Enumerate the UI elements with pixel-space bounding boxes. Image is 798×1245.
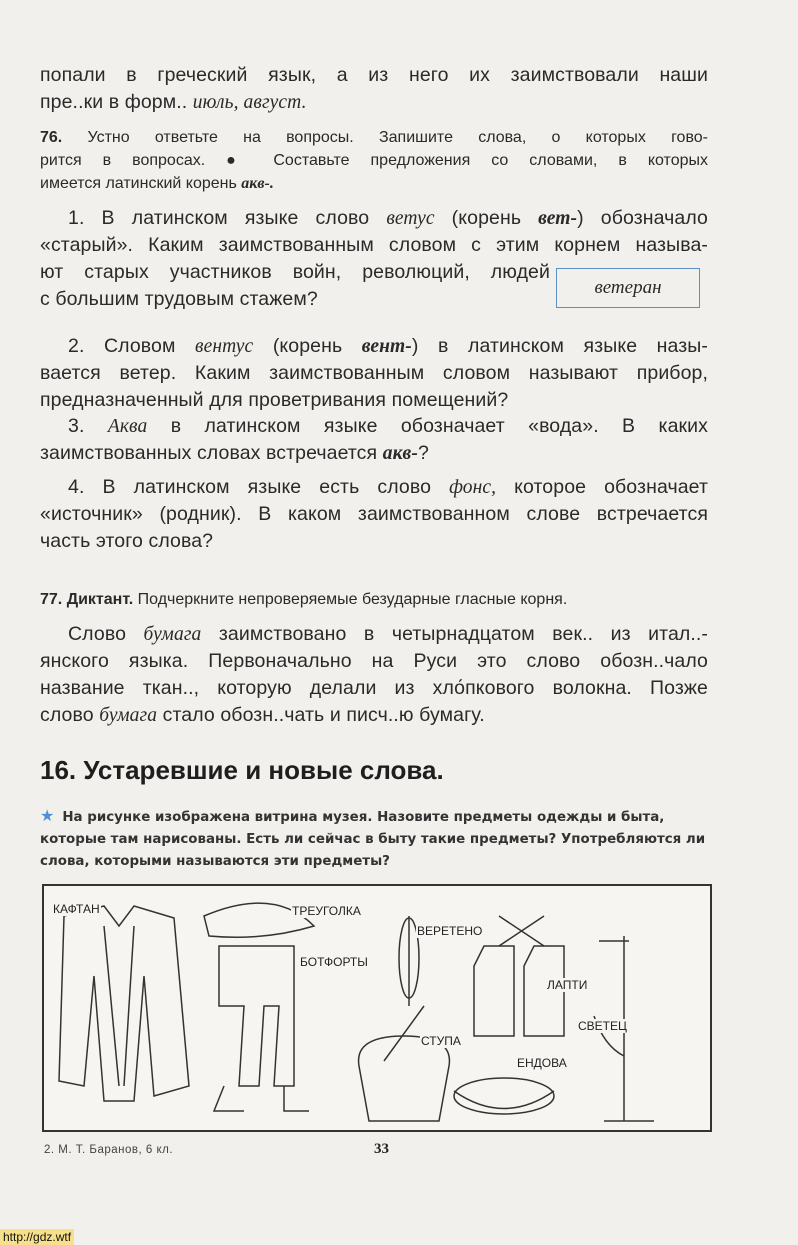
- text-line: [40, 648, 708, 675]
- text-segment: акв-: [382, 443, 418, 464]
- text-segment: ют старых участников войн, революций, людей: [40, 261, 550, 283]
- text-segment: 4. В латинском языке есть слово: [68, 476, 450, 498]
- text-line: [40, 126, 708, 149]
- text-line: [40, 259, 550, 286]
- intro-paragraph: [40, 62, 708, 116]
- text-segment: ) в латинском языке назы-: [411, 335, 708, 357]
- text-segment: рится в вопросах. ● Составьте предложения со словами, в которых: [40, 152, 708, 169]
- text-segment: «старый». Каким заимствованным словом с этим корнем называ-: [40, 234, 708, 256]
- text-segment: ?: [417, 442, 429, 464]
- text-line: [40, 62, 708, 89]
- question-3: [40, 413, 708, 467]
- text-line: [40, 413, 708, 440]
- text-segment: Подчеркните непроверяемые безударные гласные корня.: [133, 591, 568, 608]
- text-line: [40, 89, 708, 116]
- exercise-77-instructions: [40, 588, 708, 611]
- museum-showcase-illustration: [42, 884, 712, 1132]
- text-segment: пре..ки в форм..: [40, 91, 193, 113]
- text-segment: предназначенный для проветривания помещений?: [40, 389, 509, 411]
- text-line: [40, 621, 708, 648]
- text-segment: 1. В латинском языке слово: [68, 207, 387, 229]
- text-segment: вентус: [195, 336, 254, 357]
- label-svetets: СВЕТЕЦ: [578, 1019, 627, 1033]
- text-segment: ветус: [386, 208, 435, 229]
- text-segment: 77. Диктант.: [40, 591, 134, 608]
- section-heading: 16. Устаревшие и новые слова.: [40, 755, 444, 785]
- label-treugolka: ТРЕУГОЛКА: [292, 904, 361, 918]
- label-vereteno: ВЕРЕТЕНО: [417, 924, 483, 938]
- text-segment: (корень: [434, 207, 539, 229]
- text-segment: янского языка. Первоначально на Руси это слово обозн..чало: [40, 650, 708, 672]
- text-segment: (корень: [253, 335, 362, 357]
- text-line: [40, 149, 708, 172]
- text-segment: «источник» (родник). В каком заимствованном слове встречается: [40, 503, 708, 525]
- text-line: [40, 232, 708, 259]
- exercise-76-instructions: [40, 126, 708, 195]
- footer-book-info: 2. М. Т. Баранов, 6 кл.: [44, 1144, 174, 1156]
- text-line: [40, 172, 708, 195]
- text-line: [40, 702, 708, 729]
- text-segment: с большим трудовым стажем?: [40, 288, 318, 310]
- text-segment: 2. Словом: [68, 335, 196, 357]
- text-segment: Аква: [107, 416, 148, 437]
- text-line: [40, 675, 708, 702]
- text-segment: акв-.: [241, 175, 274, 192]
- text-segment: вет-: [538, 208, 578, 229]
- label-stupa: СТУПА: [421, 1034, 461, 1048]
- text-line: [40, 474, 708, 501]
- text-segment: Слово: [68, 623, 144, 645]
- text-segment: 3.: [68, 415, 108, 437]
- text-segment: вент-: [361, 336, 412, 357]
- text-segment: часть этого слова?: [40, 530, 214, 552]
- task-text: [40, 805, 708, 873]
- illustration-drawing: [44, 886, 710, 1130]
- text-segment: заимствовано в четырнадцатом век.. из итал..-: [201, 623, 708, 645]
- text-segment: Устно ответьте на вопросы. Запишите слова, о которых гово-: [87, 129, 708, 146]
- text-segment: которое обозначает: [496, 476, 708, 498]
- text-segment: бумага: [99, 705, 158, 726]
- answer-box-veteran: ветеран: [556, 268, 700, 308]
- task-body: На рисунке изображена витрина музея. Назовите предметы одежды и быта, которые там нарисованы. Есть ли сейчас в быту такие предметы? Употребляются ли слова, которыми называются эти предметы?: [40, 810, 706, 869]
- page-number: 33: [374, 1141, 389, 1157]
- star-icon: ★: [40, 806, 55, 825]
- text-segment: имеется латинский корень: [40, 175, 242, 192]
- text-segment: заимствованных словах встречается: [40, 442, 383, 464]
- text-segment: стало обозн..чать и писч..ю бумагу.: [157, 704, 485, 726]
- text-segment: попали в греческий язык, а из него их заимствовали наши: [40, 64, 708, 86]
- text-line: [40, 360, 708, 387]
- text-segment: вается ветер. Каким заимствованным словом называют прибор,: [40, 362, 708, 384]
- text-line: [40, 440, 708, 467]
- question-4: [40, 474, 708, 555]
- text-segment: 76.: [40, 129, 88, 146]
- text-line: [40, 501, 708, 528]
- watermark-link[interactable]: http://gdz.wtf: [0, 1229, 74, 1245]
- dictation-text: [40, 621, 708, 729]
- text-segment: в латинском языке обозначает «вода». В каких: [147, 415, 708, 437]
- text-line: [40, 387, 708, 414]
- text-segment: июль, август.: [192, 92, 307, 113]
- label-botforty: БОТФОРТЫ: [300, 955, 368, 969]
- label-endova: ЕНДОВА: [517, 1056, 567, 1070]
- text-segment: ) обозначало: [577, 207, 708, 229]
- text-line: [40, 528, 708, 555]
- text-segment: бумага: [143, 624, 202, 645]
- label-kaftan: КАФТАН: [53, 902, 100, 916]
- text-segment: слово: [40, 704, 100, 726]
- question-2: [40, 333, 708, 414]
- text-line: [40, 588, 708, 611]
- text-line: [40, 333, 708, 360]
- text-segment: название ткан.., которую делали из хло́пкового волокна. Позже: [40, 677, 708, 699]
- text-segment: фонс,: [449, 477, 497, 498]
- label-lapti: ЛАПТИ: [547, 978, 588, 992]
- text-line: [40, 205, 708, 232]
